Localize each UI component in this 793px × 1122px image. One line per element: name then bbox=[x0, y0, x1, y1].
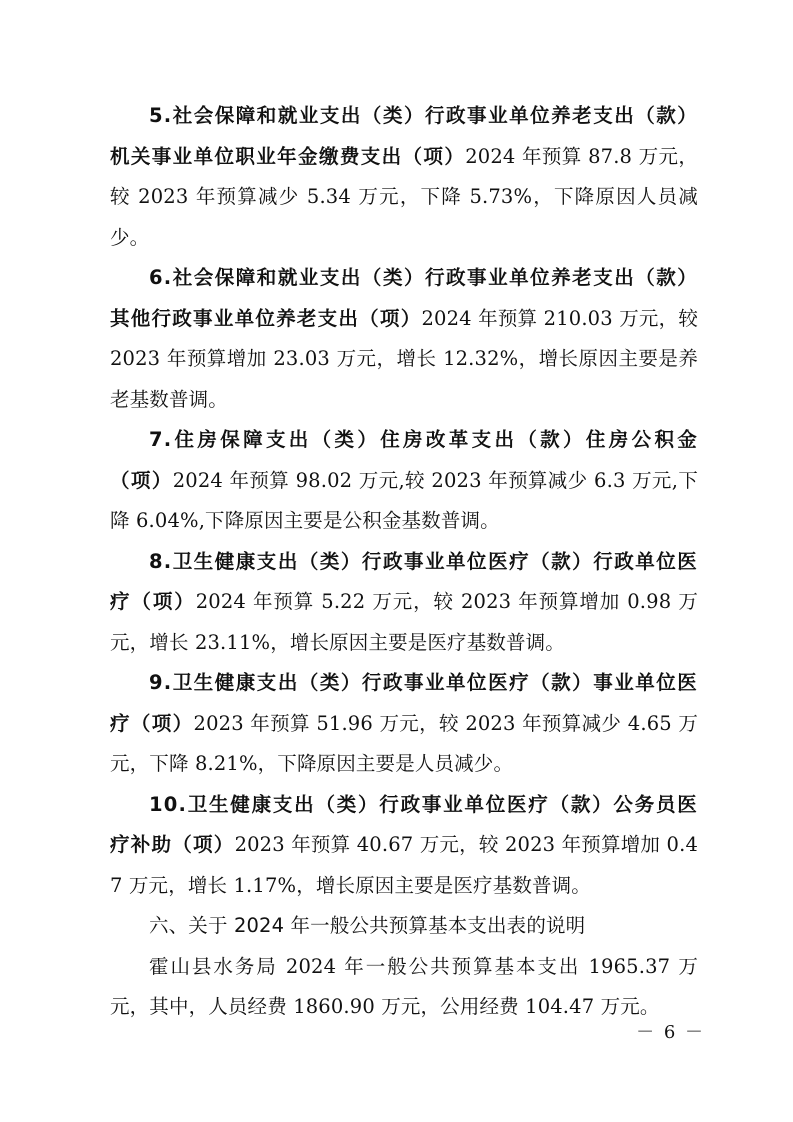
section-body: 霍山县水务局 2024 年一般公共预算基本支出 1965.37 万元，其中，人员经费 1860.90 万元，公用经费 104.47 万元。 bbox=[110, 954, 698, 1018]
section-heading: 六、关于 2024 年一般公共预算基本支出表的说明 bbox=[149, 914, 586, 937]
item-heading: 6.社会保障和就业支出（类）行政事业单位养老支出（款）其他行政事业单位养老支出（项） bbox=[110, 266, 698, 330]
item-heading: 8.卫生健康支出（类）行政事业单位医疗（款）行政单位医疗（项） bbox=[110, 549, 698, 613]
item-heading: 9.卫生健康支出（类）行政事业单位医疗（款）事业单位医疗（项） bbox=[110, 671, 698, 735]
item-text: 2024 年预算 87.8 万元，较 2023 年预算减少 5.34 万元，下降 5.73%，下降原因人员减少。 bbox=[110, 144, 698, 249]
item-text: 2023 年预算 40.67 万元，较 2023 年预算增加 0.47 万元，增长 1.17%，增长原因主要是医疗基数普调。 bbox=[110, 833, 698, 897]
item-text: 2023 年预算 51.96 万元，较 2023 年预算减少 4.65 万元，下降 8.21%，下降原因主要是人员减少。 bbox=[110, 711, 698, 775]
paragraph-item-6 bbox=[110, 258, 698, 420]
item-heading: 10.卫生健康支出（类）行政事业单位医疗（款）公务员医疗补助（项） bbox=[110, 792, 698, 856]
item-text: 2024 年预算 210.03 万元，较 2023 年预算增加 23.03 万元，增长 12.32%，增长原因主要是养老基数普调。 bbox=[110, 306, 698, 411]
item-text: 2024 年预算 5.22 万元，较 2023 年预算增加 0.98 万元，增长 23.11%，增长原因主要是医疗基数普调。 bbox=[110, 590, 698, 654]
paragraph-item-8 bbox=[110, 542, 698, 664]
paragraph-item-7 bbox=[110, 420, 698, 542]
paragraph-item-5 bbox=[110, 96, 698, 258]
item-text: 2024 年预算 98.02 万元,较 2023 年预算减少 6.3 万元,下降 6.04%,下降原因主要是公积金基数普调。 bbox=[110, 468, 698, 532]
page-number: － 6 － bbox=[636, 1022, 705, 1043]
paragraph-item-9 bbox=[110, 663, 698, 785]
item-heading: 7.住房保障支出（类）住房改革支出（款）住房公积金（项） bbox=[110, 428, 698, 492]
document-body bbox=[110, 96, 698, 1028]
paragraph-item-10 bbox=[110, 785, 698, 907]
item-heading: 5.社会保障和就业支出（类）行政事业单位养老支出（款）机关事业单位职业年金缴费支出（项） bbox=[110, 104, 698, 168]
